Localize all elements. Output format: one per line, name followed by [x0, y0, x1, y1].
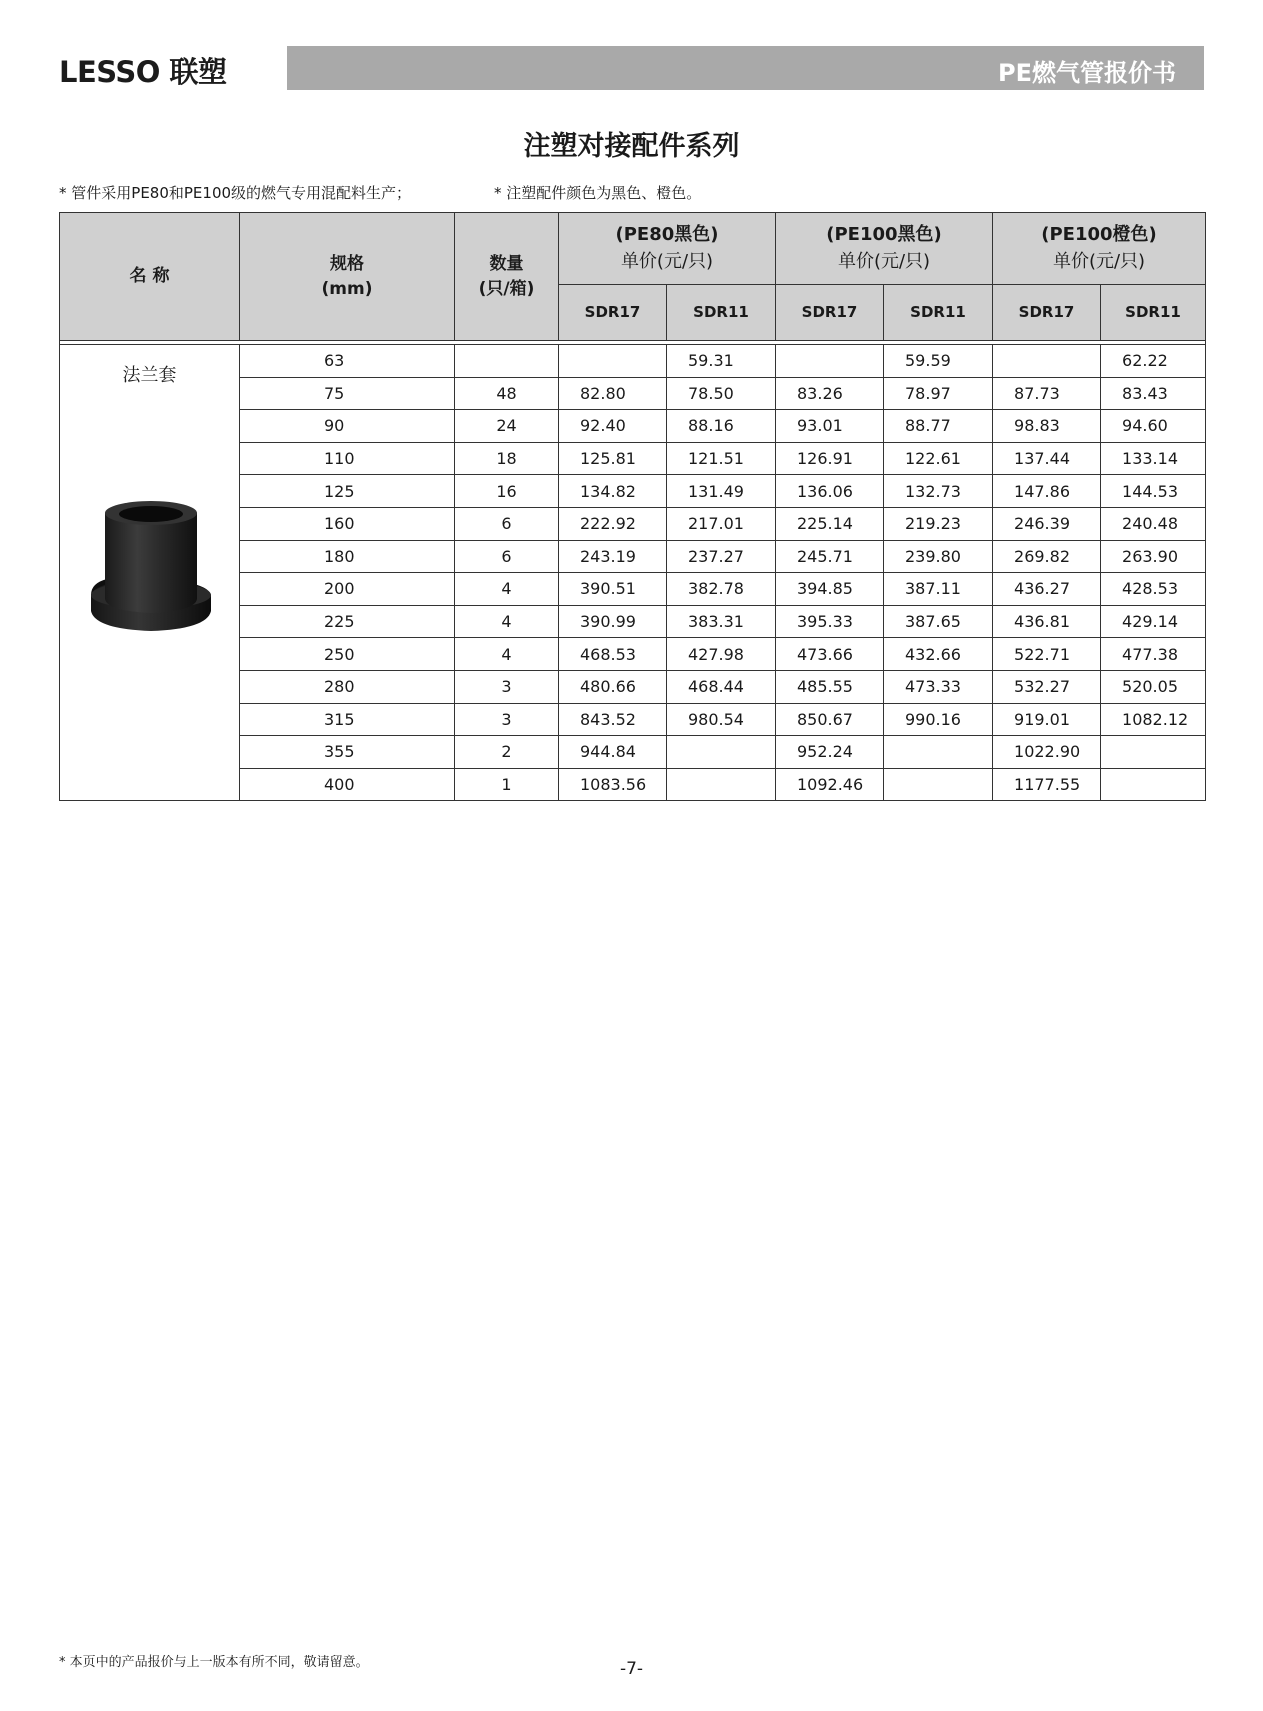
header-spec-unit: (mm)	[321, 278, 373, 299]
header-sdr: SDR11	[884, 285, 993, 341]
price-cell: 532.27	[993, 670, 1101, 703]
header-qty	[455, 213, 559, 341]
price-cell: 394.85	[776, 573, 884, 606]
page-header	[59, 46, 1204, 90]
price-cell: 78.97	[884, 377, 993, 410]
price-cell: 390.51	[559, 573, 667, 606]
spec-cell: 110	[240, 442, 455, 475]
header-name: 名 称	[60, 213, 240, 341]
flange-adapter-image	[87, 495, 215, 635]
price-cell	[1101, 736, 1206, 769]
price-cell: 217.01	[667, 507, 776, 540]
qty-cell: 6	[455, 540, 559, 573]
price-cell: 436.81	[993, 605, 1101, 638]
price-cell: 944.84	[559, 736, 667, 769]
price-cell: 246.39	[993, 507, 1101, 540]
header-spec	[240, 213, 455, 341]
price-cell: 468.53	[559, 638, 667, 671]
price-cell	[884, 736, 993, 769]
price-cell: 1092.46	[776, 768, 884, 801]
price-cell: 144.53	[1101, 475, 1206, 508]
price-cell	[993, 345, 1101, 378]
spec-cell: 63	[240, 345, 455, 378]
price-cell: 432.66	[884, 638, 993, 671]
document-title: PE燃气管报价书	[998, 59, 1176, 87]
spec-cell: 125	[240, 475, 455, 508]
spec-cell: 225	[240, 605, 455, 638]
spec-cell: 355	[240, 736, 455, 769]
price-cell	[667, 768, 776, 801]
price-cell: 522.71	[993, 638, 1101, 671]
spec-cell: 90	[240, 410, 455, 443]
price-cell: 98.83	[993, 410, 1101, 443]
qty-cell: 16	[455, 475, 559, 508]
price-table	[59, 212, 1206, 801]
price-cell: 382.78	[667, 573, 776, 606]
group-unit: 单价(元/只)	[1052, 250, 1146, 272]
header-group-pe80-black	[559, 213, 776, 285]
price-cell: 136.06	[776, 475, 884, 508]
price-cell: 59.31	[667, 345, 776, 378]
spec-cell: 180	[240, 540, 455, 573]
price-cell: 269.82	[993, 540, 1101, 573]
qty-cell	[455, 345, 559, 378]
qty-cell: 48	[455, 377, 559, 410]
note-color: * 注塑配件颜色为黑色、橙色。	[494, 184, 702, 202]
price-cell	[884, 768, 993, 801]
price-cell	[1101, 768, 1206, 801]
price-cell: 237.27	[667, 540, 776, 573]
price-cell: 245.71	[776, 540, 884, 573]
price-cell	[667, 736, 776, 769]
price-cell: 122.61	[884, 442, 993, 475]
product-cell	[60, 345, 240, 801]
header-qty-unit: (只/箱)	[478, 278, 535, 299]
price-cell: 395.33	[776, 605, 884, 638]
price-cell: 83.43	[1101, 377, 1206, 410]
qty-cell: 4	[455, 573, 559, 606]
price-cell: 92.40	[559, 410, 667, 443]
brand-logo: LESSO 联塑	[59, 55, 227, 89]
page-title: 注塑对接配件系列	[523, 131, 740, 162]
table-row	[60, 345, 1206, 378]
price-cell: 239.80	[884, 540, 993, 573]
spec-cell: 280	[240, 670, 455, 703]
price-cell: 383.31	[667, 605, 776, 638]
price-cell: 88.16	[667, 410, 776, 443]
group-label: (PE100橙色)	[1041, 224, 1157, 246]
price-cell: 243.19	[559, 540, 667, 573]
price-cell: 62.22	[1101, 345, 1206, 378]
price-cell: 78.50	[667, 377, 776, 410]
price-cell: 1082.12	[1101, 703, 1206, 736]
header-bar	[287, 46, 1204, 90]
price-cell: 121.51	[667, 442, 776, 475]
group-unit: 单价(元/只)	[837, 250, 931, 272]
header-sdr: SDR17	[993, 285, 1101, 341]
price-cell: 133.14	[1101, 442, 1206, 475]
price-cell: 94.60	[1101, 410, 1206, 443]
qty-cell: 2	[455, 736, 559, 769]
price-cell: 477.38	[1101, 638, 1206, 671]
price-cell	[776, 345, 884, 378]
price-cell: 240.48	[1101, 507, 1206, 540]
price-cell: 1022.90	[993, 736, 1101, 769]
price-cell: 131.49	[667, 475, 776, 508]
price-cell: 468.44	[667, 670, 776, 703]
price-cell: 387.65	[884, 605, 993, 638]
price-cell: 1177.55	[993, 768, 1101, 801]
price-cell: 137.44	[993, 442, 1101, 475]
footnote: * 本页中的产品报价与上一版本有所不同，敬请留意。	[59, 1655, 369, 1670]
qty-cell: 6	[455, 507, 559, 540]
header-sdr: SDR11	[1101, 285, 1206, 341]
price-cell: 436.27	[993, 573, 1101, 606]
qty-cell: 4	[455, 605, 559, 638]
product-name: 法兰套	[122, 365, 177, 386]
price-cell: 390.99	[559, 605, 667, 638]
price-cell: 125.81	[559, 442, 667, 475]
price-cell: 473.66	[776, 638, 884, 671]
price-cell: 952.24	[776, 736, 884, 769]
price-cell: 222.92	[559, 507, 667, 540]
qty-cell: 1	[455, 768, 559, 801]
price-cell: 429.14	[1101, 605, 1206, 638]
header-spec-label: 规格	[330, 253, 364, 274]
spec-cell: 250	[240, 638, 455, 671]
qty-cell: 3	[455, 703, 559, 736]
header-qty-label: 数量	[489, 253, 524, 274]
price-cell: 87.73	[993, 377, 1101, 410]
qty-cell: 18	[455, 442, 559, 475]
price-cell: 480.66	[559, 670, 667, 703]
price-cell: 427.98	[667, 638, 776, 671]
header-group-pe100-black	[776, 213, 993, 285]
price-cell: 473.33	[884, 670, 993, 703]
price-cell: 132.73	[884, 475, 993, 508]
price-cell: 485.55	[776, 670, 884, 703]
qty-cell: 24	[455, 410, 559, 443]
price-cell: 147.86	[993, 475, 1101, 508]
price-cell: 134.82	[559, 475, 667, 508]
spec-cell: 315	[240, 703, 455, 736]
header-sdr: SDR11	[667, 285, 776, 341]
header-sdr: SDR17	[776, 285, 884, 341]
header-sdr: SDR17	[559, 285, 667, 341]
table-body	[60, 341, 1206, 801]
spec-cell: 400	[240, 768, 455, 801]
price-cell: 263.90	[1101, 540, 1206, 573]
price-cell: 980.54	[667, 703, 776, 736]
price-cell: 59.59	[884, 345, 993, 378]
note-material: * 管件采用PE80和PE100级的燃气专用混配料生产；	[59, 184, 412, 202]
price-cell: 843.52	[559, 703, 667, 736]
price-cell: 126.91	[776, 442, 884, 475]
price-cell: 919.01	[993, 703, 1101, 736]
price-cell: 88.77	[884, 410, 993, 443]
price-cell: 225.14	[776, 507, 884, 540]
price-cell: 387.11	[884, 573, 993, 606]
header-group-pe100-orange	[993, 213, 1206, 285]
group-label: (PE100黑色)	[826, 224, 942, 246]
spec-cell: 75	[240, 377, 455, 410]
price-cell: 1083.56	[559, 768, 667, 801]
qty-cell: 3	[455, 670, 559, 703]
spec-cell: 160	[240, 507, 455, 540]
price-cell: 520.05	[1101, 670, 1206, 703]
group-label: (PE80黑色)	[615, 224, 719, 246]
page-number: -7-	[619, 1659, 644, 1679]
price-cell: 83.26	[776, 377, 884, 410]
price-cell: 93.01	[776, 410, 884, 443]
price-cell	[559, 345, 667, 378]
price-cell: 990.16	[884, 703, 993, 736]
price-cell: 850.67	[776, 703, 884, 736]
group-unit: 单价(元/只)	[620, 250, 714, 272]
price-cell: 219.23	[884, 507, 993, 540]
price-cell: 82.80	[559, 377, 667, 410]
qty-cell: 4	[455, 638, 559, 671]
spec-cell: 200	[240, 573, 455, 606]
price-cell: 428.53	[1101, 573, 1206, 606]
